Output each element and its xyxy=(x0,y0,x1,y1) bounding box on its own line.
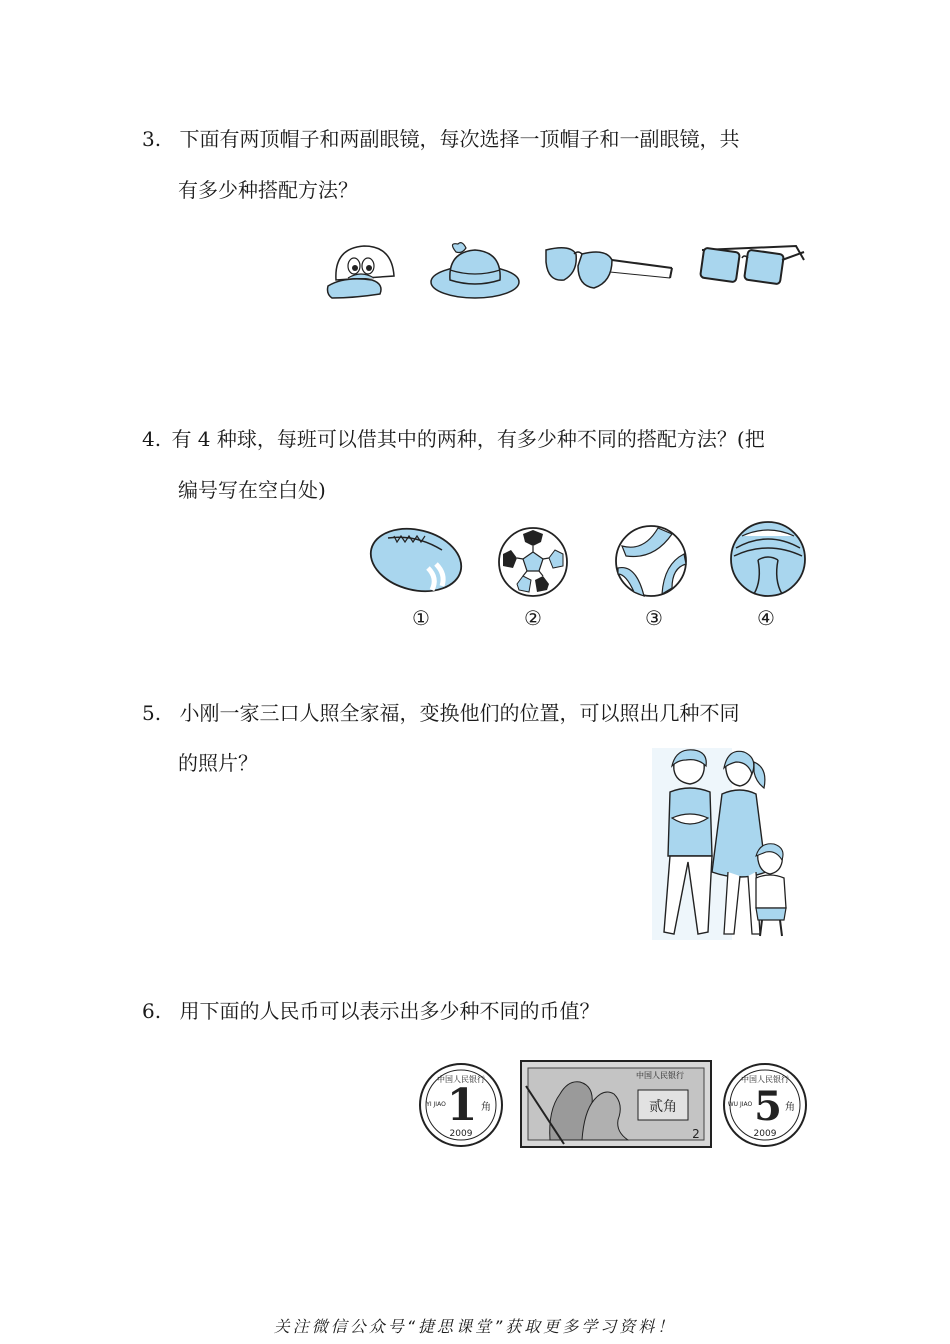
soccer-ball-icon xyxy=(497,526,569,598)
coin2-top-text: 中国人民银行 xyxy=(741,1075,789,1084)
sun-hat-icon xyxy=(428,238,522,302)
q5-line1 xyxy=(142,699,739,727)
q6-line1 xyxy=(142,997,599,1025)
coin1-value: 1 xyxy=(446,1080,478,1131)
coin2-unit: 角 xyxy=(785,1102,795,1113)
q4-text-line1: 有 4 种球，每班可以借其中的两种，有多少种不同的搭配方法？(把 xyxy=(171,427,765,451)
coin1-unit: 角 xyxy=(481,1102,491,1113)
coin2-value: 5 xyxy=(754,1083,782,1130)
coin2-year: 2009 xyxy=(753,1129,777,1139)
volleyball-icon xyxy=(728,520,808,598)
rugby-ball-icon xyxy=(366,524,466,596)
note-top-text: 中国人民银行 xyxy=(636,1071,684,1080)
coin2-left-text: WU JIAO xyxy=(727,1101,753,1108)
q5-line2: 的照片？ xyxy=(178,751,258,775)
ball-label-2: ② xyxy=(524,606,542,630)
coin1-year: 2009 xyxy=(449,1129,473,1139)
q4-line2: 编号写在空白处) xyxy=(178,478,326,502)
aviator-glasses-icon xyxy=(542,242,676,298)
coin1-top-text: 中国人民银行 xyxy=(437,1075,485,1084)
two-jiao-banknote-icon xyxy=(520,1060,712,1148)
basketball-icon xyxy=(614,524,688,598)
family-portrait-icon xyxy=(656,748,796,944)
q3-text-line1: 下面有两顶帽子和两副眼镜，每次选择一顶帽子和一副眼镜，共 xyxy=(179,127,740,151)
q6-number: 6. xyxy=(142,999,162,1023)
q4-number: 4. xyxy=(142,427,162,451)
q3-line2: 有多少种搭配方法？ xyxy=(178,178,358,202)
q6-text-line1: 用下面的人民币可以表示出多少种不同的币值？ xyxy=(179,999,600,1023)
ball-label-4: ④ xyxy=(757,606,775,630)
footer-note: 关注微信公众号“捷思课堂”获取更多学习资料！ xyxy=(273,1317,677,1336)
square-glasses-icon xyxy=(696,240,808,298)
q3-line1 xyxy=(142,125,739,153)
ball-label-3: ③ xyxy=(645,606,663,630)
q5-number: 5. xyxy=(142,701,162,725)
q4-line1 xyxy=(142,425,765,453)
note-corner: 2 xyxy=(692,1127,700,1141)
ball-label-1: ① xyxy=(412,606,430,630)
q5-text-line1: 小刚一家三口人照全家福，变换他们的位置，可以照出几种不同 xyxy=(179,701,740,725)
note-value: 贰角 xyxy=(649,1099,677,1115)
q3-number: 3. xyxy=(142,127,162,151)
coin1-left-text: YI JIAO xyxy=(426,1101,446,1108)
cap-icon xyxy=(324,240,400,302)
one-jiao-coin-icon xyxy=(418,1062,504,1148)
five-jiao-coin-icon xyxy=(722,1062,808,1148)
